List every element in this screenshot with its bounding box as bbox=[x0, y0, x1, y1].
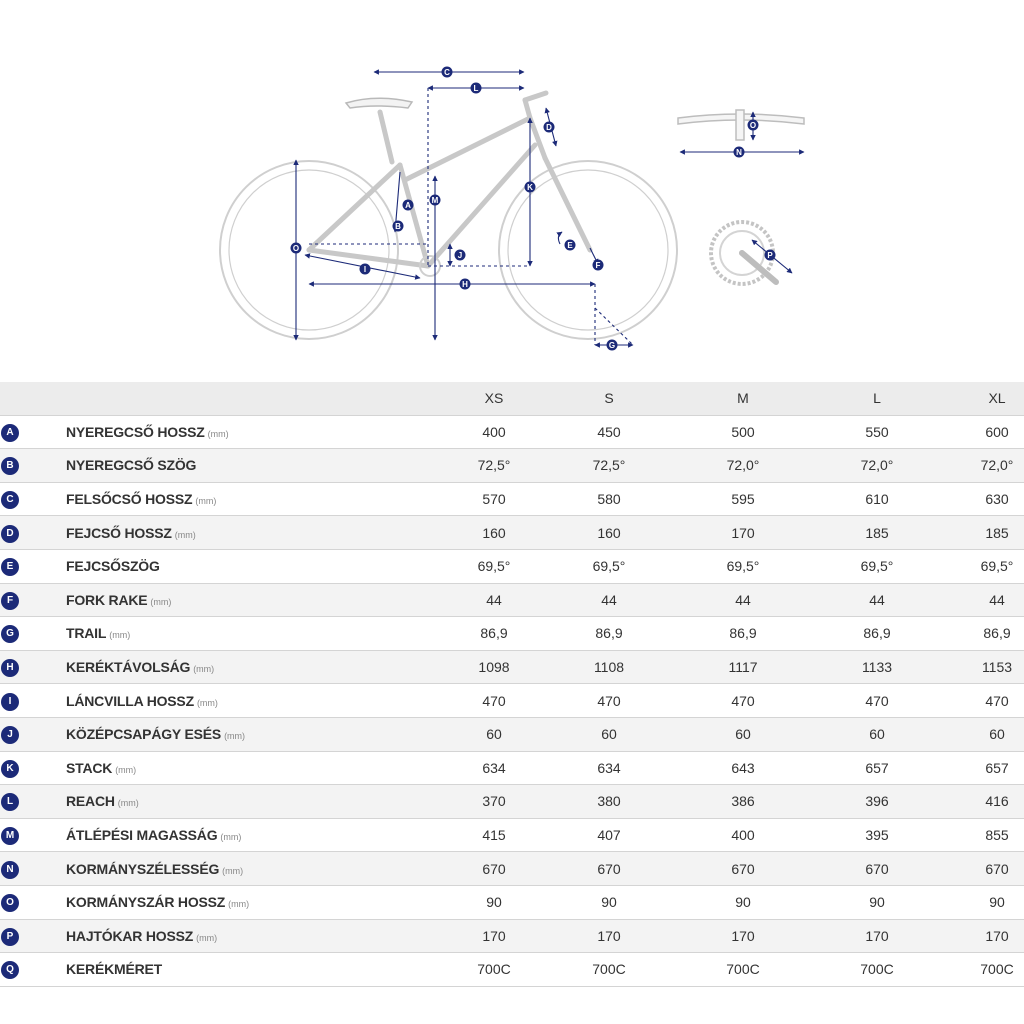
row-unit: (mm) bbox=[193, 664, 215, 675]
row-label: NYEREGCSŐ HOSSZ bbox=[66, 423, 205, 440]
table-cell: 600 bbox=[944, 415, 1024, 449]
row-unit: (mm) bbox=[150, 596, 172, 607]
table-cell: 700C bbox=[446, 953, 542, 987]
svg-text:B: B bbox=[395, 222, 401, 231]
svg-text:J: J bbox=[457, 251, 463, 260]
table-cell: 470 bbox=[446, 684, 542, 718]
row-unit: (mm) bbox=[207, 428, 229, 439]
row-marker-badge: I bbox=[1, 693, 19, 711]
table-cell: 470 bbox=[944, 684, 1024, 718]
row-marker-badge: B bbox=[1, 457, 19, 475]
table-cell: 44 bbox=[676, 583, 810, 617]
row-marker-badge: E bbox=[1, 558, 19, 576]
table-cell: 170 bbox=[446, 919, 542, 953]
geometry-table-body bbox=[0, 415, 1024, 986]
marker-h bbox=[460, 279, 471, 290]
table-cell: 470 bbox=[676, 684, 810, 718]
row-unit: (mm) bbox=[117, 798, 139, 809]
row-marker-badge: G bbox=[1, 625, 19, 643]
table-cell: 160 bbox=[542, 516, 676, 550]
table-cell: 570 bbox=[446, 482, 542, 516]
table-row bbox=[0, 549, 1024, 583]
handlebar-detail bbox=[678, 110, 804, 152]
svg-text:F: F bbox=[595, 261, 601, 270]
table-row bbox=[0, 751, 1024, 785]
table-cell: 416 bbox=[944, 785, 1024, 819]
row-unit: (mm) bbox=[196, 932, 218, 943]
row-unit: (mm) bbox=[228, 899, 250, 910]
row-label: KERÉKMÉRET bbox=[66, 961, 163, 978]
table-cell: 400 bbox=[446, 415, 542, 449]
table-cell: 470 bbox=[810, 684, 944, 718]
table-cell: 72,0° bbox=[676, 449, 810, 483]
table-cell: 700C bbox=[676, 953, 810, 987]
table-cell: 407 bbox=[542, 818, 676, 852]
row-unit: (mm) bbox=[220, 832, 242, 843]
row-label: LÁNCVILLA HOSSZ bbox=[66, 692, 194, 709]
table-cell: 90 bbox=[676, 885, 810, 919]
marker-o-handlebar bbox=[748, 120, 759, 131]
table-cell: 72,5° bbox=[446, 449, 542, 483]
table-cell: 60 bbox=[810, 717, 944, 751]
table-row bbox=[0, 415, 1024, 449]
marker-b bbox=[393, 221, 404, 232]
table-row bbox=[0, 617, 1024, 651]
table-cell: 44 bbox=[542, 583, 676, 617]
table-cell: 855 bbox=[944, 818, 1024, 852]
svg-text:C: C bbox=[444, 68, 450, 77]
row-label: HAJTÓKAR HOSSZ bbox=[66, 927, 194, 944]
marker-p bbox=[765, 250, 776, 261]
table-cell: 1133 bbox=[810, 650, 944, 684]
row-label: STACK bbox=[66, 759, 113, 776]
geometry-table bbox=[0, 382, 1024, 987]
table-cell: 60 bbox=[944, 717, 1024, 751]
svg-text:E: E bbox=[567, 241, 573, 250]
svg-text:O: O bbox=[292, 244, 300, 253]
table-cell: 700C bbox=[542, 953, 676, 987]
svg-text:N: N bbox=[736, 148, 742, 157]
table-cell: 86,9 bbox=[810, 617, 944, 651]
table-cell: 69,5° bbox=[810, 549, 944, 583]
size-header-xl: XL bbox=[944, 382, 1024, 415]
table-cell: 170 bbox=[944, 919, 1024, 953]
marker-k bbox=[525, 182, 536, 193]
row-marker-badge: L bbox=[1, 793, 19, 811]
row-label: KORMÁNYSZÁR HOSSZ bbox=[66, 894, 226, 911]
table-cell: 72,5° bbox=[542, 449, 676, 483]
table-cell: 380 bbox=[542, 785, 676, 819]
table-cell: 634 bbox=[446, 751, 542, 785]
table-row bbox=[0, 516, 1024, 550]
table-cell: 670 bbox=[810, 852, 944, 886]
table-row bbox=[0, 852, 1024, 886]
table-row bbox=[0, 885, 1024, 919]
row-unit: (mm) bbox=[196, 697, 218, 708]
table-cell: 69,5° bbox=[944, 549, 1024, 583]
table-cell: 550 bbox=[810, 415, 944, 449]
table-cell: 595 bbox=[676, 482, 810, 516]
row-label: FEJCSŐSZÖG bbox=[66, 558, 160, 575]
size-header-row bbox=[0, 382, 1024, 415]
size-header-m: M bbox=[676, 382, 810, 415]
svg-text:G: G bbox=[608, 341, 616, 350]
marker-g bbox=[607, 340, 618, 351]
dimension-lines bbox=[296, 72, 633, 345]
marker-e bbox=[565, 240, 576, 251]
row-unit: (mm) bbox=[115, 764, 137, 775]
table-cell: 185 bbox=[810, 516, 944, 550]
svg-text:K: K bbox=[527, 183, 533, 192]
table-cell: 370 bbox=[446, 785, 542, 819]
table-cell: 170 bbox=[542, 919, 676, 953]
row-unit: (mm) bbox=[224, 731, 246, 742]
row-marker-badge: C bbox=[1, 491, 19, 509]
marker-c bbox=[442, 67, 453, 78]
table-cell: 90 bbox=[944, 885, 1024, 919]
row-marker-badge: H bbox=[1, 659, 19, 677]
table-cell: 700C bbox=[810, 953, 944, 987]
row-marker-badge: P bbox=[1, 928, 19, 946]
table-cell: 86,9 bbox=[446, 617, 542, 651]
marker-i bbox=[360, 264, 371, 275]
table-cell: 643 bbox=[676, 751, 810, 785]
row-marker-badge: N bbox=[1, 861, 19, 879]
table-cell: 1108 bbox=[542, 650, 676, 684]
table-cell: 185 bbox=[944, 516, 1024, 550]
table-cell: 86,9 bbox=[542, 617, 676, 651]
marker-o-diagram bbox=[291, 243, 302, 254]
table-cell: 170 bbox=[676, 919, 810, 953]
row-marker-badge: K bbox=[1, 760, 19, 778]
marker-l bbox=[471, 83, 482, 94]
row-marker-badge: J bbox=[1, 726, 19, 744]
row-label: ÁTLÉPÉSI MAGASSÁG bbox=[66, 827, 218, 844]
table-cell: 657 bbox=[810, 751, 944, 785]
table-cell: 60 bbox=[446, 717, 542, 751]
row-label: FELSŐCSŐ HOSSZ bbox=[66, 491, 193, 508]
table-cell: 670 bbox=[944, 852, 1024, 886]
row-label: KERÉKTÁVOLSÁG bbox=[66, 659, 191, 676]
table-cell: 72,0° bbox=[810, 449, 944, 483]
marker-n bbox=[734, 147, 745, 158]
marker-j bbox=[455, 250, 466, 261]
table-cell: 634 bbox=[542, 751, 676, 785]
table-cell: 386 bbox=[676, 785, 810, 819]
table-cell: 415 bbox=[446, 818, 542, 852]
svg-text:P: P bbox=[767, 251, 773, 260]
row-unit: (mm) bbox=[174, 529, 196, 540]
table-cell: 610 bbox=[810, 482, 944, 516]
table-row bbox=[0, 684, 1024, 718]
table-cell: 170 bbox=[810, 919, 944, 953]
row-marker-badge: M bbox=[1, 827, 19, 845]
table-cell: 1098 bbox=[446, 650, 542, 684]
table-cell: 170 bbox=[676, 516, 810, 550]
svg-text:O: O bbox=[749, 121, 757, 130]
crankset-detail bbox=[711, 222, 792, 284]
marker-f bbox=[593, 260, 604, 271]
bike-frame bbox=[309, 93, 590, 266]
table-row bbox=[0, 919, 1024, 953]
svg-text:A: A bbox=[405, 201, 411, 210]
svg-text:D: D bbox=[546, 123, 552, 132]
table-cell: 670 bbox=[446, 852, 542, 886]
saddle bbox=[346, 98, 412, 108]
table-cell: 1153 bbox=[944, 650, 1024, 684]
table-cell: 500 bbox=[676, 415, 810, 449]
table-cell: 396 bbox=[810, 785, 944, 819]
table-row bbox=[0, 818, 1024, 852]
table-row bbox=[0, 717, 1024, 751]
svg-text:H: H bbox=[462, 280, 468, 289]
table-cell: 90 bbox=[542, 885, 676, 919]
table-row bbox=[0, 583, 1024, 617]
svg-text:I: I bbox=[363, 265, 367, 274]
row-marker-badge: D bbox=[1, 525, 19, 543]
size-header-xs: XS bbox=[446, 382, 542, 415]
row-label: KORMÁNYSZÉLESSÉG bbox=[66, 860, 220, 877]
table-cell: 69,5° bbox=[446, 549, 542, 583]
table-cell: 700C bbox=[944, 953, 1024, 987]
table-row bbox=[0, 650, 1024, 684]
table-cell: 670 bbox=[542, 852, 676, 886]
table-cell: 44 bbox=[446, 583, 542, 617]
row-label: REACH bbox=[66, 793, 115, 810]
row-label: TRAIL bbox=[66, 625, 107, 642]
table-row bbox=[0, 785, 1024, 819]
marker-a bbox=[403, 200, 414, 211]
marker-m bbox=[430, 195, 441, 206]
row-label: FEJCSŐ HOSSZ bbox=[66, 524, 172, 541]
bike-geometry-diagram bbox=[0, 0, 1024, 380]
size-header-s: S bbox=[542, 382, 676, 415]
table-cell: 160 bbox=[446, 516, 542, 550]
table-cell: 69,5° bbox=[676, 549, 810, 583]
table-cell: 90 bbox=[446, 885, 542, 919]
row-marker-badge: O bbox=[1, 894, 19, 912]
table-cell: 670 bbox=[676, 852, 810, 886]
row-unit: (mm) bbox=[195, 496, 217, 507]
table-cell: 470 bbox=[542, 684, 676, 718]
table-cell: 90 bbox=[810, 885, 944, 919]
table-cell: 395 bbox=[810, 818, 944, 852]
svg-text:M: M bbox=[431, 196, 439, 205]
table-cell: 44 bbox=[810, 583, 944, 617]
table-cell: 86,9 bbox=[944, 617, 1024, 651]
svg-text:L: L bbox=[473, 84, 479, 93]
table-cell: 44 bbox=[944, 583, 1024, 617]
table-cell: 657 bbox=[944, 751, 1024, 785]
table-cell: 72,0° bbox=[944, 449, 1024, 483]
table-cell: 86,9 bbox=[676, 617, 810, 651]
table-cell: 69,5° bbox=[542, 549, 676, 583]
row-marker-badge: A bbox=[1, 424, 19, 442]
table-cell: 450 bbox=[542, 415, 676, 449]
table-cell: 60 bbox=[542, 717, 676, 751]
row-unit: (mm) bbox=[109, 630, 131, 641]
table-cell: 400 bbox=[676, 818, 810, 852]
table-row bbox=[0, 449, 1024, 483]
table-cell: 1117 bbox=[676, 650, 810, 684]
row-label: NYEREGCSŐ SZÖG bbox=[66, 457, 197, 474]
row-unit: (mm) bbox=[222, 865, 244, 876]
row-marker-badge: Q bbox=[1, 961, 19, 979]
row-label: KÖZÉPCSAPÁGY ESÉS bbox=[66, 726, 222, 743]
size-header-l: L bbox=[810, 382, 944, 415]
table-cell: 580 bbox=[542, 482, 676, 516]
table-cell: 60 bbox=[676, 717, 810, 751]
table-cell: 630 bbox=[944, 482, 1024, 516]
row-marker-badge: F bbox=[1, 592, 19, 610]
row-label: FORK RAKE bbox=[66, 591, 148, 608]
table-row bbox=[0, 482, 1024, 516]
marker-d bbox=[544, 122, 555, 133]
table-row bbox=[0, 953, 1024, 987]
